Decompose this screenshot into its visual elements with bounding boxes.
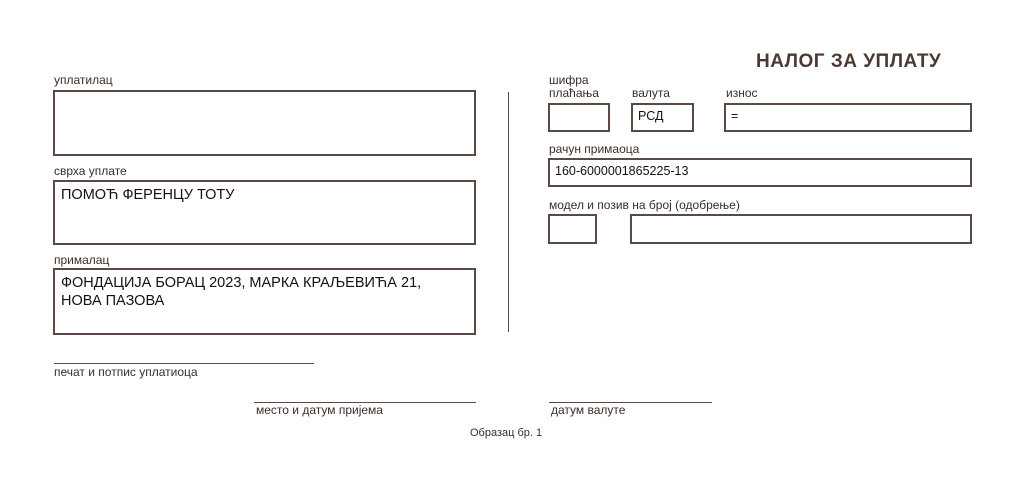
form-number: Образац бр. 1 (470, 427, 543, 439)
signature-line (54, 363, 314, 364)
amount-field[interactable] (724, 103, 972, 132)
recipient-label: прималац (54, 253, 110, 267)
payment-code-label-line2: плаћања (549, 86, 599, 100)
purpose-label: сврха уплате (54, 164, 127, 178)
model-reference-label: модел и позив на број (одобрење) (549, 198, 740, 212)
form-title: НАЛОГ ЗА УПЛАТУ (756, 51, 942, 72)
payment-code-label-line1: шифра (549, 73, 589, 87)
currency-field[interactable] (631, 103, 694, 132)
place-date-label: место и датум пријема (256, 403, 383, 417)
payer-label: уплатилац (54, 73, 113, 87)
recipient-account-label: рачун примаоца (549, 142, 640, 156)
recipient-field[interactable] (53, 268, 476, 335)
amount-value: = (731, 109, 739, 123)
payer-field[interactable] (53, 90, 476, 156)
currency-label: валута (632, 86, 670, 100)
reference-number-field[interactable] (630, 214, 972, 244)
column-divider (508, 92, 509, 332)
purpose-field[interactable] (53, 180, 476, 245)
recipient-value: ФОНДАЦИЈА БОРАЦ 2023, МАРКА КРАЉЕВИЋА 21, НОВА ПАЗОВА (61, 275, 422, 309)
recipient-account-field[interactable] (548, 158, 972, 187)
model-field[interactable] (548, 214, 597, 244)
reference-number-value (632, 216, 970, 224)
purpose-value: ПОМОЋ ФЕРЕНЦУ ТОТУ (61, 187, 235, 203)
recipient-account-value: 160-6000001865225-13 (555, 164, 689, 178)
model-value (550, 216, 595, 224)
currency-value: РСД (638, 109, 664, 123)
payer-value (55, 92, 474, 100)
value-date-label: датум валуте (551, 403, 626, 417)
signature-label: печат и потпис уплатиоца (54, 365, 198, 379)
amount-label: износ (726, 86, 758, 100)
payment-code-field[interactable] (548, 103, 610, 132)
payment-code-value (550, 105, 608, 113)
